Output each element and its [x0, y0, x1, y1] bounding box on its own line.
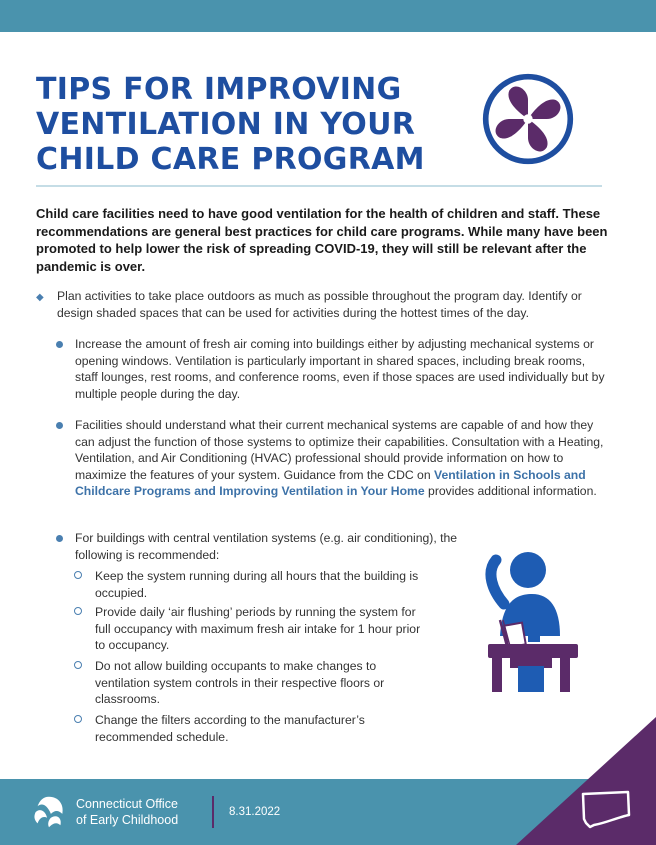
list-item-text: Do not allow building occupants to make changes to ventilation system controls in their respective floors or classrooms.: [95, 659, 385, 706]
list-item-text: Change the filters according to the manufacturer’s recommended schedule.: [95, 713, 365, 744]
list-item-text-part: provides additional information.: [424, 484, 597, 498]
child-at-desk-illustration: [480, 548, 580, 700]
circle-bullet-icon: [74, 661, 82, 669]
list-item: [56, 530, 466, 563]
list-item-text: Plan activities to take place outdoors as much as possible throughout the program day. Identify or design shaded spaces that can be used for activities during the hottest times of the day.: [57, 289, 582, 320]
list-item-text: [56, 417, 608, 500]
publication-date: 8.31.2022: [229, 806, 281, 818]
bullet-dot-icon: [56, 341, 63, 348]
fan-icon: [481, 72, 575, 166]
list-item-text: Increase the amount of fresh air coming into buildings either by adjusting mechanical systems or opening windows. Ventilation is particularly important in shared spaces, including break rooms, staff lounges, rest rooms, and conference rooms, even if those spaces are used individually but by multiple people during the day.: [75, 337, 605, 401]
oec-logo: [30, 793, 68, 831]
org-name-line-1: Connecticut Office: [76, 797, 178, 811]
org-name-line-2: of Early Childhood: [76, 813, 179, 827]
list-item: [74, 712, 430, 745]
page-title: [36, 72, 466, 177]
title-divider: [36, 185, 602, 187]
circle-bullet-icon: [74, 715, 82, 723]
list-item: [74, 568, 430, 601]
top-bar: [0, 0, 656, 32]
title-line-1: TIPS FOR IMPROVING: [36, 72, 402, 107]
circle-bullet-icon: [74, 607, 82, 615]
list-item-text: Provide daily ‘air flushing’ periods by running the system for full occupancy with maximum fresh air intake for 1 hour prior to occupancy.: [95, 605, 421, 652]
list-item: [74, 604, 430, 654]
cdc-guidance-link[interactable]: Ventilation in Schools and Childcare Programs and Improving Ventilation in Your Home: [75, 467, 586, 498]
circle-bullet-icon: [74, 571, 82, 579]
bullet-dot-icon: [56, 535, 63, 542]
organization-name: [76, 796, 178, 828]
diamond-bullet-icon: ◆: [36, 292, 44, 303]
list-item-text: For buildings with central ventilation systems (e.g. air conditioning), the following is recommended:: [75, 531, 458, 562]
list-item: [74, 658, 430, 708]
bullet-dot-icon: [56, 422, 63, 429]
list-item: [36, 288, 608, 321]
list-item: [56, 336, 608, 402]
connecticut-map-icon: [580, 789, 632, 829]
footer-divider: [212, 796, 214, 828]
title-line-3: CHILD CARE PROGRAM: [36, 142, 425, 177]
list-item-text: Keep the system running during all hours that the building is occupied.: [95, 569, 419, 600]
list-item: [56, 417, 608, 500]
title-line-2: VENTILATION IN YOUR: [36, 107, 416, 142]
intro-paragraph: Child care facilities need to have good ventilation for the health of children and staff. These recommendations are general best practices for child care programs. While many have been promoted to help lower the risk of spreading COVID-19, they will still be relevant after the pandemic is over.: [36, 206, 608, 274]
list-item-text-part: Facilities should understand what their current mechanical systems are capable of and how they can adjust the function of those systems to optimize their capabilities. Consultation with a Heating, Ventilation, and Air Conditioning (HVAC) professional should provide information on how to maximize the features of your system. Guidance from the CDC on: [75, 418, 604, 482]
